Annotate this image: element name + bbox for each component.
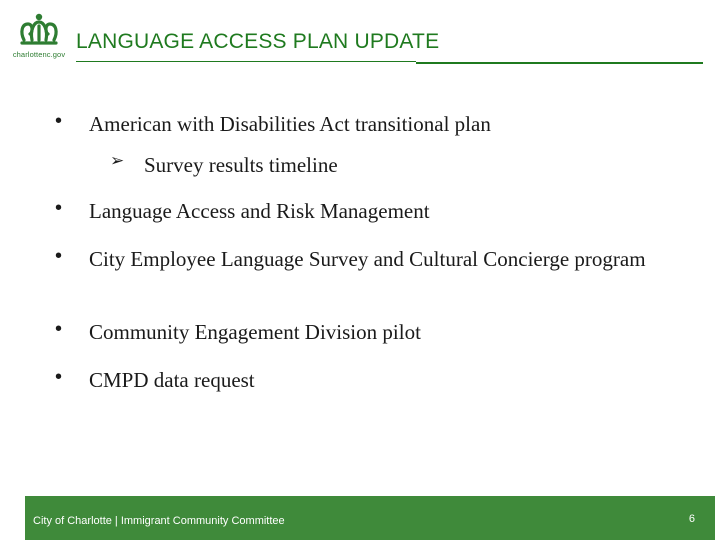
page-number: 6: [688, 513, 695, 525]
title-divider-thin: [76, 61, 416, 62]
bullet-dot-icon: •: [55, 245, 63, 267]
bullet-text: Language Access and Risk Management: [89, 199, 430, 223]
page-title: LANGUAGE ACCESS PLAN UPDATE: [76, 30, 440, 53]
footer-text: City of Charlotte | Immigrant Community Committee: [33, 515, 285, 527]
city-logo: [10, 12, 68, 62]
bullet-dot-icon: •: [55, 197, 63, 219]
bullet-dot-icon: •: [55, 318, 63, 340]
arrow-bullet-icon: ➢: [110, 151, 125, 171]
bullet-dot-icon: •: [55, 110, 63, 132]
crown-icon: [18, 12, 60, 48]
bullet-text: City Employee Language Survey and Cultural Concierge program: [89, 247, 646, 271]
bullet-text: Community Engagement Division pilot: [89, 320, 421, 344]
title-divider-thick: [416, 62, 703, 64]
logo-text: charlottenc.gov: [12, 50, 66, 59]
bullet-dot-icon: •: [55, 366, 63, 388]
bullet-text: CMPD data request: [89, 368, 255, 392]
sub-bullet-text: Survey results timeline: [144, 153, 338, 177]
bullet-text: American with Disabilities Act transitional plan: [89, 112, 491, 136]
footer-bar: [25, 496, 715, 540]
